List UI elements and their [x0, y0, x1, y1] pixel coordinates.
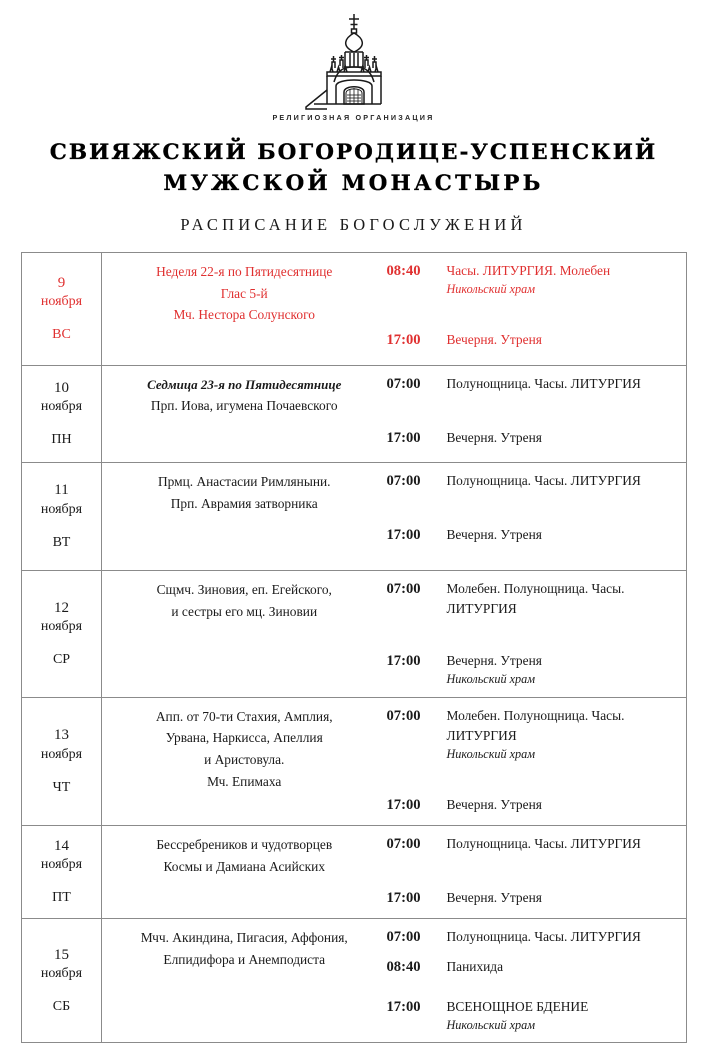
service-body: [447, 471, 681, 491]
service-time: 17:00: [386, 889, 421, 906]
service-spacer: [387, 621, 681, 651]
service-name: Молебен. Полунощница. Часы. ЛИТУРГИЯ: [446, 707, 625, 743]
feast-cell: [102, 919, 387, 1043]
service-name: ВСЕНОЩНОЕ БДЕНИЕ: [446, 998, 589, 1014]
services-cell: [387, 826, 687, 919]
service-name: Вечерня. Утреня: [446, 889, 542, 905]
service-spacer: [387, 858, 681, 888]
service-name: Полунощница. Часы. ЛИТУРГИЯ: [446, 836, 641, 852]
service-time: 17:00: [386, 653, 421, 670]
logo-block: [0, 0, 707, 122]
date-weekday: ПН: [51, 432, 72, 448]
service-name: Вечерня. Утреня: [446, 797, 542, 813]
date-month: ноября: [40, 501, 83, 517]
monastery-title-line1: СВИЯЖСКИЙ БОГОРОДИЦЕ-УСПЕНСКИЙ: [49, 140, 658, 165]
services-cell: [387, 366, 687, 463]
service-body: [447, 834, 681, 854]
feast-line: Бессребреников и чудотворцев: [156, 837, 333, 853]
date-month: ноября: [40, 399, 83, 415]
service-name: Часы. ЛИТУРГИЯ. Молебен: [446, 263, 611, 278]
service-body: [447, 888, 681, 908]
feast-line: Прп. Иова, игумена Почаевского: [150, 398, 338, 414]
feast-line: Сщмч. Зиновия, еп. Егейского,: [156, 582, 332, 597]
service-entry: [387, 651, 681, 688]
feast-line: и сестры его мц. Зиновии: [171, 603, 318, 619]
service-body: [447, 927, 681, 947]
date-cell: [22, 366, 102, 463]
service-spacer: [387, 300, 681, 330]
feast-cell: [102, 463, 387, 571]
service-location: Никольский храм: [446, 746, 536, 761]
service-time: 17:00: [386, 332, 421, 349]
date-cell: [22, 463, 102, 571]
feast-line: Урвана, Наркисса, Апеллия: [165, 730, 323, 746]
service-entry: [387, 525, 681, 547]
service-location: Никольский храм: [446, 282, 536, 297]
services-cell: [387, 571, 687, 698]
service-body: [447, 374, 681, 394]
date-month: ноября: [40, 619, 83, 635]
date-weekday: СР: [52, 651, 71, 667]
feast-line: Седмица 23-я по Пятидесятнице: [147, 377, 342, 392]
service-entry: [387, 888, 681, 910]
service-entry: [387, 374, 681, 396]
service-entry: [387, 927, 681, 949]
services-cell: [387, 919, 687, 1043]
service-body: [447, 261, 681, 298]
date-day: 15: [54, 946, 69, 963]
service-entry: [387, 579, 681, 619]
orthodox-church-icon: [294, 12, 414, 110]
service-location: Никольский храм: [446, 672, 536, 687]
table-row: [22, 463, 687, 571]
feast-line: Мч. Епимаха: [207, 773, 282, 789]
service-time: 07:00: [386, 473, 421, 489]
table-row: [22, 826, 687, 919]
service-entry: [387, 330, 681, 352]
date-day: 14: [54, 838, 69, 855]
service-body: [447, 997, 681, 1034]
service-time: 07:00: [386, 581, 421, 597]
feast-line: и Аристовула.: [204, 752, 285, 768]
feast-cell: [102, 366, 387, 463]
monastery-title-line2: МУЖСКОЙ МОНАСТЫРЬ: [163, 170, 544, 196]
service-time: 08:40: [386, 958, 421, 975]
monastery-title: [0, 138, 707, 199]
service-body: [447, 706, 681, 764]
service-entry: [387, 834, 681, 856]
feast-cell: [102, 253, 387, 366]
feast-line: Космы и Дамиана Асийских: [163, 858, 326, 874]
service-body: [447, 428, 681, 448]
service-entry: [387, 471, 681, 493]
date-month: ноября: [40, 294, 83, 310]
date-cell: [22, 826, 102, 919]
logo-caption: РЕЛИГИОЗНАЯ ОРГАНИЗАЦИЯ: [272, 113, 435, 122]
service-name: Вечерня. Утреня: [446, 332, 542, 348]
date-weekday: ВТ: [52, 534, 71, 550]
service-name: Вечерня. Утреня: [446, 526, 542, 542]
services-cell: [387, 253, 687, 366]
date-day: 10: [54, 379, 69, 396]
feast-line: Елпидифора и Анемподиста: [163, 951, 326, 967]
services-cell: [387, 463, 687, 571]
table-row: [22, 366, 687, 463]
service-name: Молебен. Полунощница. Часы. ЛИТУРГИЯ: [446, 581, 625, 617]
service-time: 17:00: [386, 526, 421, 543]
date-month: ноября: [40, 857, 83, 873]
service-time: 17:00: [386, 797, 421, 814]
date-weekday: ПТ: [52, 890, 71, 906]
service-name: Панихида: [446, 958, 504, 974]
feast-line: Прмц. Анастасии Римляныни.: [157, 474, 331, 489]
page-title: РАСПИСАНИЕ БОГОСЛУЖЕНИЙ: [180, 215, 527, 235]
service-time: 17:00: [386, 429, 421, 446]
feast-line: Глас 5-й: [220, 285, 268, 301]
service-name: Вечерня. Утреня: [446, 429, 542, 445]
feast-line: Мч. Нестора Солунского: [173, 307, 315, 323]
feast-line: Мчч. Акиндина, Пигасия, Аффония,: [140, 930, 348, 946]
service-name: Полунощница. Часы. ЛИТУРГИЯ: [446, 473, 641, 488]
table-row: [22, 253, 687, 366]
date-weekday: ВС: [52, 327, 71, 343]
feast-cell: [102, 826, 387, 919]
service-time: 07:00: [386, 929, 421, 946]
date-month: ноября: [40, 965, 83, 981]
date-day: 12: [54, 599, 69, 616]
date-weekday: ЧТ: [52, 779, 71, 795]
feast-line: Прп. Аврамия затворника: [170, 495, 318, 511]
service-body: [447, 579, 681, 619]
date-day: 9: [57, 274, 66, 291]
feast-cell: [102, 697, 387, 825]
service-body: [447, 957, 681, 977]
date-day: 13: [54, 727, 69, 744]
service-time: 07:00: [386, 707, 421, 724]
table-row: [22, 697, 687, 825]
service-name: Полунощница. Часы. ЛИТУРГИЯ: [446, 929, 641, 945]
service-entry: [387, 706, 681, 764]
service-body: [447, 795, 681, 815]
table-row: [22, 919, 687, 1043]
date-weekday: СБ: [52, 998, 71, 1014]
service-location: Никольский храм: [446, 1017, 536, 1032]
schedule-table-wrap: [21, 252, 686, 1043]
service-spacer: [387, 398, 681, 428]
date-cell: [22, 919, 102, 1043]
service-spacer: [387, 765, 681, 795]
table-row: [22, 571, 687, 698]
date-cell: [22, 571, 102, 698]
feast-line: Неделя 22-я по Пятидесятнице: [156, 264, 333, 279]
services-cell: [387, 697, 687, 825]
service-spacer: [387, 981, 681, 997]
service-spacer: [387, 495, 681, 525]
service-body: [447, 525, 681, 545]
feast-cell: [102, 571, 387, 698]
service-name: Полунощница. Часы. ЛИТУРГИЯ: [446, 376, 641, 391]
service-time: 08:40: [386, 263, 421, 279]
service-time: 07:00: [386, 376, 421, 392]
date-cell: [22, 253, 102, 366]
service-entry: [387, 957, 681, 979]
service-time: 07:00: [386, 836, 421, 853]
service-time: 17:00: [386, 998, 421, 1015]
service-body: [447, 330, 681, 350]
service-entry: [387, 261, 681, 298]
service-body: [447, 651, 681, 688]
date-day: 11: [54, 482, 69, 499]
service-entry: [387, 997, 681, 1034]
date-cell: [22, 697, 102, 825]
service-entry: [387, 795, 681, 817]
service-name: Вечерня. Утреня: [446, 653, 542, 669]
feast-line: Апп. от 70-ти Стахия, Амплия,: [155, 708, 333, 724]
date-month: ноября: [40, 746, 83, 762]
service-entry: [387, 428, 681, 450]
schedule-table: [21, 252, 687, 1043]
